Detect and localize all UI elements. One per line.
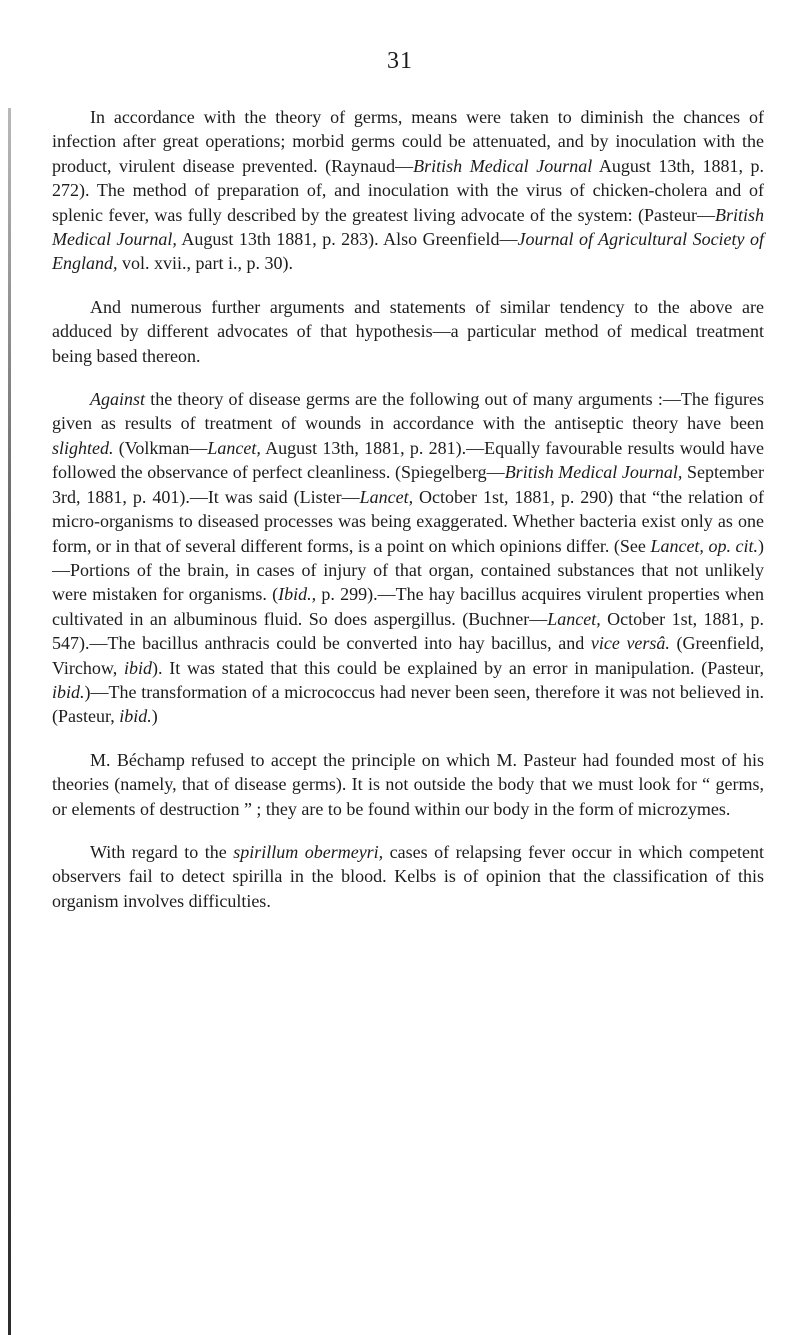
italic-text: British Medical Journal (413, 155, 593, 176)
text-run: And numerous further arguments and statements of similar tendency to the above are adduced by different advocates of that hypothesis—a particular method of medical treatment being based thereon. (52, 296, 764, 366)
text-run: October 1st, 1881, p. 547).—The bacillus anthracis could be converted into hay bacillus, and (52, 608, 765, 654)
text-run: cases of relapsing fever occur in which competent observers fail to detect spirilla in the blood. Kelbs is of opinion that the classification of this organism involves difficulties. (52, 841, 764, 911)
paragraph-germ-theory-measures (52, 105, 764, 276)
italic-text: vice versâ. (590, 633, 670, 654)
text-run: ) (151, 706, 158, 727)
text-run: p. 299).—The hay bacillus acquires virulent properties when cultivated in an albuminous fluid. So does aspergillus. (Buchner— (52, 584, 764, 629)
italic-text: British Medical Journal, (504, 462, 683, 483)
text-run: vol. xvii., part i., p. 30). (117, 253, 293, 274)
italic-text: slighted. (52, 437, 114, 458)
italic-text: Lancet, (207, 437, 261, 458)
text-run: September 3rd, 1881, p. 401).—It was said (Lister— (52, 462, 764, 507)
text-run: With regard to the (90, 841, 234, 862)
text-run: October 1st, 1881, p. 290) that “the relation of micro-organisms to diseased processes was being exaggerated. Whether bacteria exist only as one form, or in that of several different forms, is a point on which opinions differ. (See (52, 486, 764, 556)
italic-text: spirillum obermeyri, (233, 841, 384, 862)
text-run: M. Béchamp refused to accept the principle on which M. Pasteur had founded most of his theories (namely, that of disease germs). It is not outside the body that we must look for “ germs, or elements of destruction ” ; they are to be found within our body in the form of microzymes. (52, 749, 764, 819)
text-run: )—Portions of the brain, in cases of injury of that organ, contained substances that not unlikely were mistaken for organisms. ( (52, 535, 765, 605)
text-run: ). It was stated that this could be explained by an error in manipulation. (Pasteur, (152, 657, 765, 678)
italic-text: Journal of Agricultural Society of England, (52, 229, 764, 274)
italic-text: ibid. (119, 706, 152, 727)
text-run: )—The transformation of a micrococcus had never been seen, therefore it was not believed in. (Pasteur, (52, 681, 764, 727)
body-text (52, 105, 764, 913)
text-run: the theory of disease germs are the following out of many arguments :—The figures given as results of treatment of wounds in accordance with the antiseptic theory have been (52, 389, 764, 434)
paragraph-arguments-against (52, 387, 764, 729)
italic-text: Against (90, 389, 146, 410)
text-run: In accordance with the theory of germs, means were taken to diminish the chances of infection after great operations; morbid germs could be attenuated, and by inoculation with the product, virulent disease prevented. (Raynaud— (52, 107, 764, 176)
page-number: 31 (387, 48, 413, 74)
italic-text: ibid (123, 657, 152, 678)
italic-text: ibid. (52, 681, 85, 702)
text-run: August 13th, 1881, p. 272). The method of preparation of, and inoculation with the virus of chicken-cholera and of splenic fever, was fully described by the greatest living advocate of the system: (Pasteur— (52, 155, 765, 225)
text-run: (Greenfield, Virchow, (52, 633, 764, 678)
paragraph-further-arguments (52, 295, 764, 368)
page-binding-edge (8, 108, 11, 1335)
text-run: (Volkman— (113, 437, 208, 458)
italic-text: Ibid., (278, 584, 317, 605)
italic-text: British Medical Journal, (52, 204, 764, 250)
italic-text: Lancet, (547, 608, 601, 629)
text-run: August 13th, 1881, p. 281).—Equally favourable results would have followed the observance of perfect cleanliness. (Spiegelberg— (52, 437, 764, 483)
paragraph-bechamp (52, 748, 764, 821)
italic-text: Lancet, (359, 486, 414, 507)
text-run: August 13th 1881, p. 283). Also Greenfield— (176, 229, 518, 250)
italic-text: Lancet, op. cit. (650, 535, 759, 556)
paragraph-spirillum (52, 840, 764, 913)
